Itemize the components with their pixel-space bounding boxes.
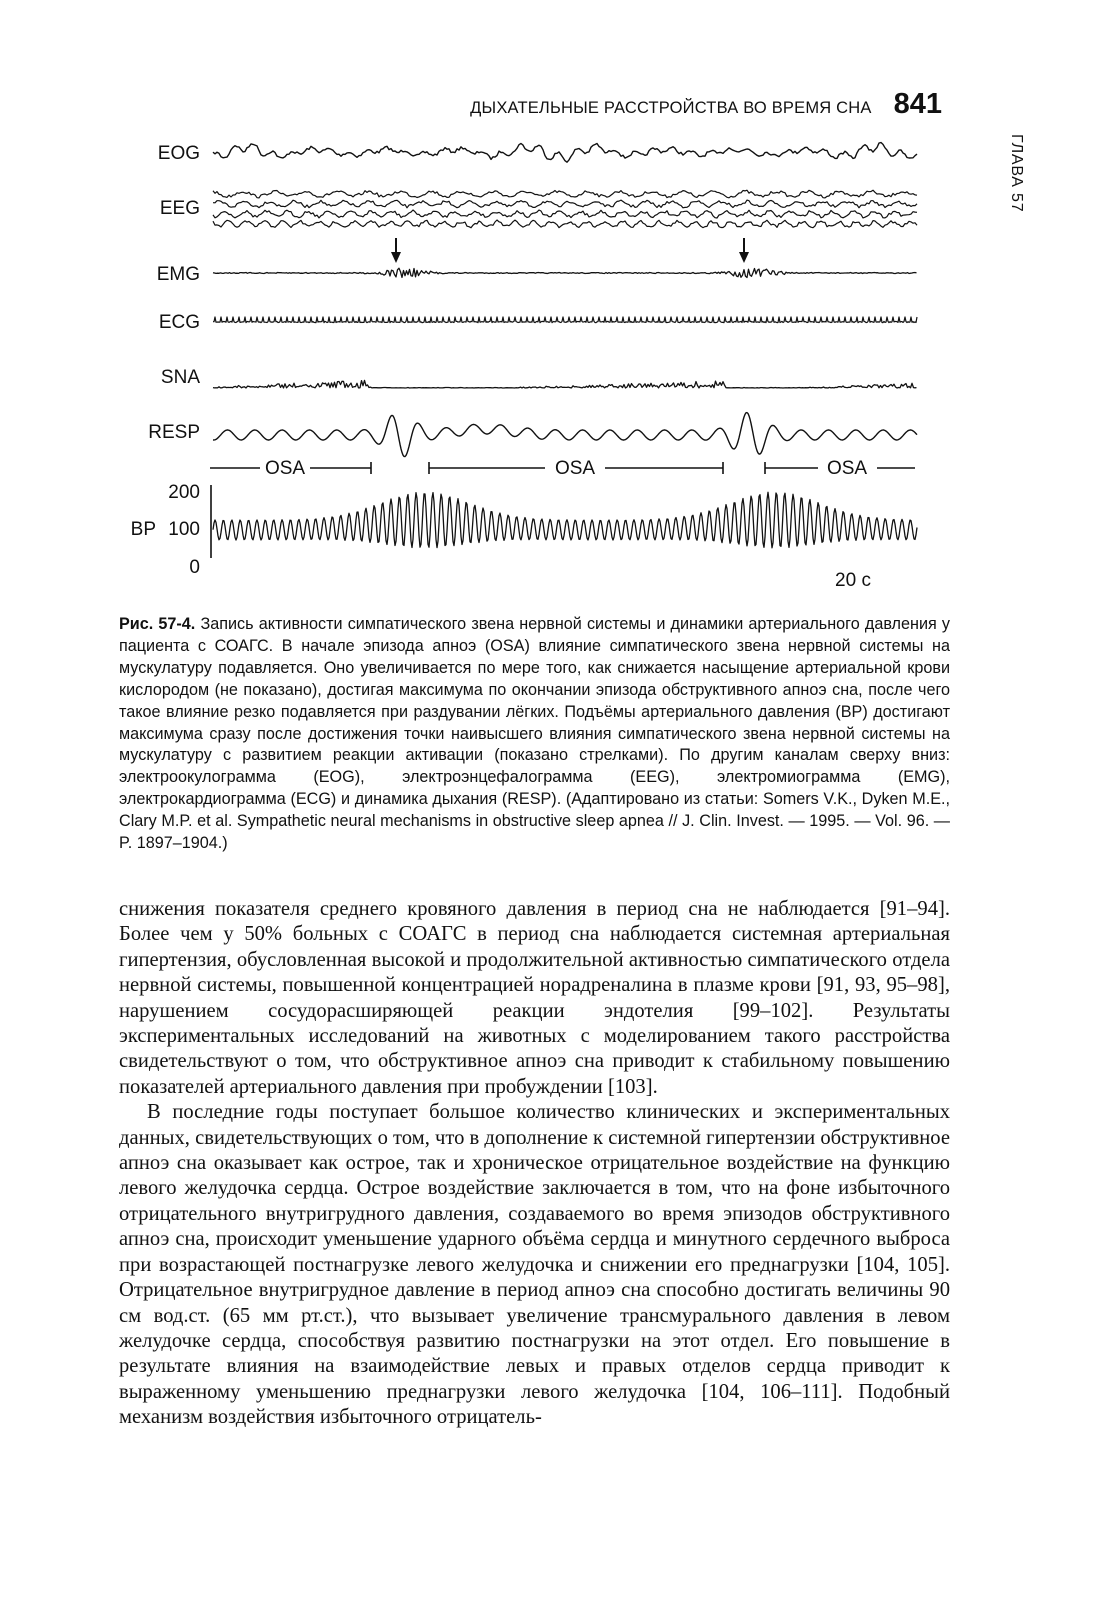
bp-trace (213, 492, 917, 548)
eeg-trace-3 (213, 210, 917, 218)
caption-text: Запись активности симпатического звена нервной системы и динамики артериального давления у пациента с СОАГС. В начале эпизода апноэ (OSA) влияние симпатического звена нервной системы на мускулатуру подавляется. Оно увеличивается по мере того, как снижается насыщение артериальной крови кислородом (не показано), достигая максимума по окончании эпизода обструктивного апноэ сна, после чего такое влияние резко подавляется при раздувании лёгких. Подъёмы артериального давления (BP) достигают максимума сразу после достижения точки наивысшего влияния симпатического звена нервной системы на мускулатуру с развитием реакции активации (показано стрелками). По другим каналам сверху вниз: электроокулограмма (EOG), электроэнцефалограмма (EEG), электромиограмма (EMG), электрокардиограмма (ECG) и динамика дыхания (RESP). (Адаптировано из статьи: Somers V.K., Dyken M.E., Clary M.P. et al. Sympathetic neural mechanisms in obstructive sleep apnea // J. Clin. Invest. — 1995. — Vol. 96. — P. 1897–1904.) (119, 615, 950, 853)
bp-tick-0: 0 (189, 557, 200, 578)
channel-label-eog: EOG (157, 143, 200, 164)
arousal-arrow-1 (391, 238, 401, 263)
polysomnography-figure (125, 130, 955, 610)
paragraph-2: В последние годы поступает большое количество клинических и экспериментальных данных, свидетельствующих о том, что в дополнение к системной гипертензии обструктивное апноэ сна оказывает как острое, так и хроническое отрицательное воздействие на функцию левого желудочка сердца. Острое воздействие заключается в том, что на фоне избыточного отрицательного внутригрудного давления, создаваемого во время эпизодов обструктивного апноэ сна, происходит уменьшение ударного объёма сердца и минутного сердечного выброса при возрастающей постнагрузке левого желудочка и снижении его преднагрузки [104, 105]. Отрицательное внутригрудное давление в период апноэ сна способно достигать величины 90 см вод.ст. (65 мм рт.ст.), что вызывает увеличение трансмурального давления в левом желудочке сердца, способствуя развитию постнагрузки на этот отдел. Его повышение в результате влияния на взаимодействие левых и правых отделов сердца приводит к выраженному уменьшению преднагрузки левого желудочка [104, 106–111]. Подобный механизм воздействия избыточного отрицатель- (119, 1101, 950, 1429)
resp-trace (213, 413, 917, 457)
time-scale-label: 20 с (835, 570, 871, 591)
osa-episode-2 (429, 458, 723, 479)
eeg-trace-4 (213, 220, 917, 228)
caption-label: Рис. 57-4. (119, 615, 196, 633)
channel-label-eeg: EEG (159, 198, 200, 219)
ecg-trace (213, 317, 917, 323)
signal-traces (213, 143, 917, 548)
bp-channel-label: BP (130, 519, 156, 540)
figure-57-4 (125, 130, 955, 610)
eeg-trace-1 (213, 190, 917, 198)
sna-trace (213, 380, 917, 388)
arousal-arrow-2 (739, 238, 749, 263)
osa-episode-3 (765, 458, 915, 479)
osa-label-1: OSA (264, 458, 306, 479)
body-text (119, 897, 950, 1431)
emg-trace (213, 268, 917, 277)
channel-label-ecg: ECG (158, 312, 200, 333)
osa-episode-1 (210, 458, 371, 479)
eog-trace (213, 143, 917, 163)
page-number: 841 (893, 88, 942, 120)
bp-tick-200: 200 (168, 482, 200, 503)
bp-tick-100: 100 (168, 519, 200, 540)
bp-axis (131, 482, 211, 578)
channel-label-resp: RESP (148, 422, 200, 443)
figure-caption (119, 614, 950, 855)
chapter-side-label: ГЛАВА 57 (1008, 134, 1025, 213)
osa-label-2: OSA (554, 458, 596, 479)
channel-label-sna: SNA (160, 367, 200, 388)
osa-label-3: OSA (826, 458, 868, 479)
paragraph-1: снижения показателя среднего кровяного давления в период сна не наблюдается [91–94]. Более чем у 50% больных с СОАГС в период сна наблюдается системная артериальная гипертензия, обусловленная высокой и продолжительной активностью симпатического отдела нервной системы, повышенной концентрацией норадреналина в плазме крови [91, 93, 95–98], нарушением сосудорасширяющей реакции эндотелия [99–102]. Результаты экспериментальных исследований на животных с моделированием такого расстройства свидетельствуют о том, что обструктивное апноэ сна приводит к стабильному повышению показателей артериального давления при пробуждении [103]. (119, 898, 950, 1098)
running-title: ДЫХАТЕЛЬНЫЕ РАССТРОЙСТВА ВО ВРЕМЯ СНА (470, 99, 872, 117)
channel-label-emg: EMG (156, 264, 200, 285)
running-head (0, 88, 942, 128)
eeg-trace-2 (213, 200, 917, 208)
